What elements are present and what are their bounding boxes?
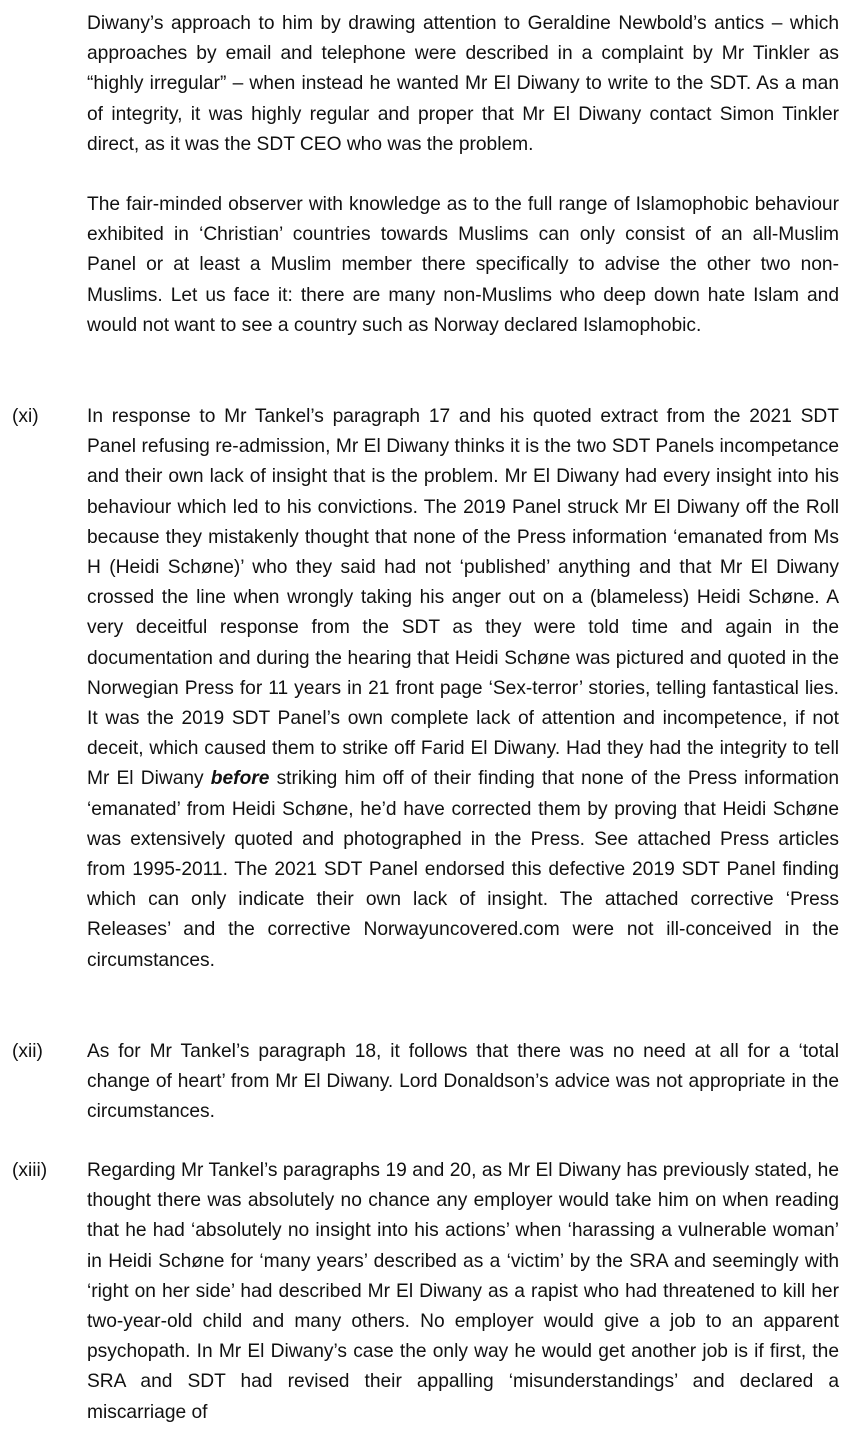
paragraph-number-xii: (xii) bbox=[12, 1041, 43, 1062]
paragraph-number-xiii: (xiii) bbox=[12, 1160, 48, 1181]
paragraph-xi-text-before: In response to Mr Tankel’s paragraph 17 and his quoted extract from the 2021 SDT Panel refusing re-admission, Mr El Diwany thinks it is the two SDT Panels incompetance and their own lack of insight that is the problem. Mr El Diwany had every insight into his behaviour which led to his convictions. The 2019 Panel struck Mr El Diwany off the Roll because they mistakenly thought that none of the Press information ‘emanated from Ms H (Heidi Schøne)’ who they said had not ‘published’ anything and that Mr El Diwany crossed the line when wrongly taking his anger out on a (blameless) Heidi Schøne. A very deceitful response from the SDT as they were told time and again in the documentation and during the hearing that Heidi Schøne was pictured and quoted in the Norwegian Press for 11 years in 21 front page ‘Sex-terror’ stories, telling fantastical lies. It was the 2019 SDT Panel’s own complete lack of attention and incompetence, if not deceit, which caused them to strike off Farid El Diwany. Had they had the integrity to tell Mr El Diwany bbox=[87, 406, 839, 790]
paragraph-xi bbox=[87, 402, 839, 976]
paragraph-xi-emphasis: before bbox=[210, 768, 270, 790]
paragraph-continuation: Diwany’s approach to him by drawing attention to Geraldine Newbold’s antics – which approaches by email and telephone were described in a complaint by Mr Tinkler as “highly irregular” – when instead he wanted Mr El Diwany to write to the SDT. As a man of integrity, it was highly regular and proper that Mr El Diwany contact Simon Tinkler direct, as it was the SDT CEO who was the problem. bbox=[87, 13, 839, 155]
paragraph-xii: As for Mr Tankel’s paragraph 18, it follows that there was no need at all for a ‘total change of heart’ from Mr El Diwany. Lord Donaldson’s advice was not appropriate in the circumstances. bbox=[87, 1041, 839, 1123]
paragraph-xiii: Regarding Mr Tankel’s paragraphs 19 and 20, as Mr El Diwany has previously stated, he thought there was absolutely no chance any employer would take him on when reading that he had ‘absolutely no insight into his actions’ when ‘harassing a vulnerable woman’ in Heidi Schøne for ‘many years’ described as a ‘victim’ by the SRA and seemingly with ‘right on her side’ had described Mr El Diwany as a rapist who had threatened to kill her two-year-old child and many others. No employer would give a job to an apparent psychopath. In Mr El Diwany’s case the only way he would get another job is if first, the SRA and SDT had revised their appalling ‘misunderstandings’ and declared a miscarriage of bbox=[87, 1160, 839, 1423]
paragraph-number-xi: (xi) bbox=[12, 406, 39, 427]
paragraph-fair-minded-observer: The fair-minded observer with knowledge as to the full range of Islamophobic behaviour exhibited in ‘Christian’ countries towards Muslims can only consist of an all-Muslim Panel or at least a Muslim member there specifically to advise the other two non-Muslims. Let us face it: there are many non-Muslims who deep down hate Islam and would not want to see a country such as Norway declared Islamophobic. bbox=[87, 194, 839, 336]
paragraph-xi-text-after: striking him off of their finding that none of the Press information ‘emanated’ from Heidi Schøne, he’d have corrected them by proving that Heidi Schøne was extensively quoted and photographed in the Press. See attached Press articles from 1995-2011. The 2021 SDT Panel endorsed this defective 2019 SDT Panel finding which can only indicate their own lack of insight. The attached corrective ‘Press Releases’ and the corrective Norwayuncovered.com were not ill-conceived in the circumstances. bbox=[87, 768, 839, 971]
